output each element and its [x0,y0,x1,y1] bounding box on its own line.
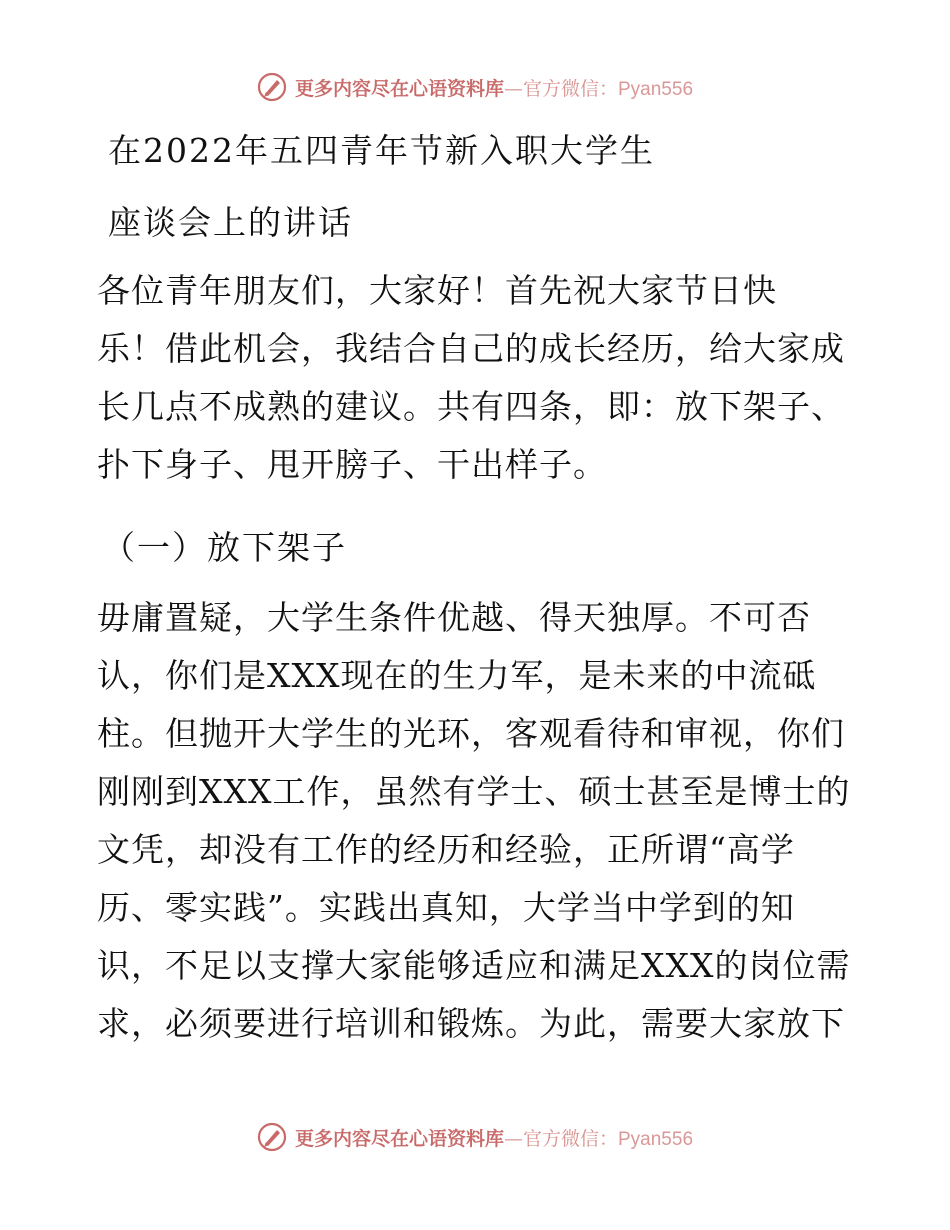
watermark-brand: 更多内容尽在心语资料库 [294,1127,504,1150]
pen-logo-icon [257,72,287,102]
section-heading: （一）放下架子 [102,528,347,567]
document-title-line-1: 在2022年五四青年节新入职大学生 [108,131,655,170]
watermark-label: 官方微信： [522,77,618,100]
watermark-text [295,1124,693,1151]
header-watermark [0,72,950,102]
watermark-brand: 更多内容尽在心语资料库 [294,77,504,100]
watermark-wechat-id: Pyan556 [618,78,694,100]
footer-watermark [0,1122,950,1152]
watermark-label: 官方微信： [522,1127,618,1150]
intro-paragraph: 各位青年朋友们，大家好！首先祝大家节日快 乐！借此机会，我结合自己的成长经历，给大家成 长几点不成熟的建议。共有四条，即：放下架子、 扑下身子、甩开膀子、干出样子。 [97,271,845,484]
body-paragraph: 毋庸置疑，大学生条件优越、得天独厚。不可否 认，你们是XXX现在的生力军，是未来的中流砥 柱。但抛开大学生的光环，客观看待和审视，你们 刚刚到XXX工作，虽然有学士、硕士甚至是博士的 文凭，却没有工作的经历和经验，正所谓“高学 历、零实践”。实践出真知，大学当中学到的知 识，不足以支撑大家能够适应和满足XXX的岗位需 求，必须要进行培训和锻炼。为此，需要大家放下 [97,598,851,1043]
watermark-wechat-id: Pyan556 [618,1128,694,1150]
document-title-line-2: 座谈会上的讲话 [108,203,353,242]
pen-logo-icon [257,1122,287,1152]
watermark-separator: — [503,77,523,100]
watermark-text [295,74,693,101]
watermark-separator: — [503,1127,523,1150]
